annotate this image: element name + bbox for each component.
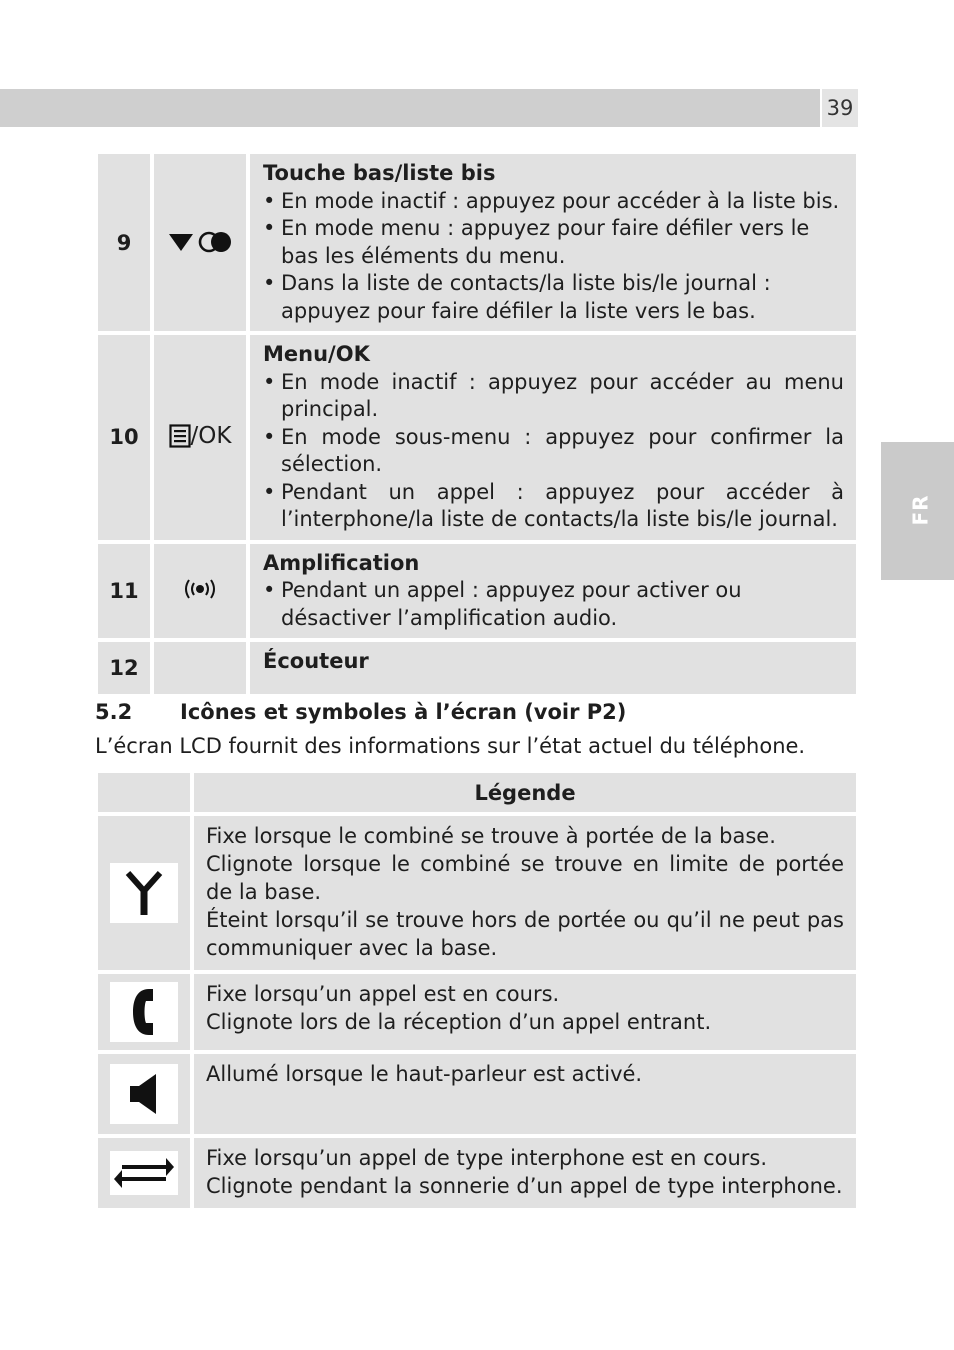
table-row [98,1138,856,1208]
antenna-icon [110,863,178,923]
legend-description [194,1054,856,1134]
table-row [98,816,856,970]
key-title: Menu/OK [263,342,370,366]
legend-line: Clignote lorsque le combiné se trouve en limite de portée de la base. [206,852,844,904]
key-icon-cell [154,642,246,694]
legend-icon-cell [98,1054,190,1134]
arrow-down-redial-icon [165,228,235,254]
legend-line: Clignote lors de la réception d’un appel entrant. [206,1010,712,1034]
key-bullet: • Pendant un appel : appuyez pour activer ou désactiver l’amplification audio. [263,577,844,632]
table-row [98,773,856,812]
key-number: 10 [98,335,150,540]
key-description [250,642,856,694]
legend-table [94,769,860,1212]
key-number: 12 [98,642,150,694]
keys-table [94,150,860,698]
key-bullet: • Dans la liste de contacts/la liste bis/le journal : appuyez pour faire défiler la liste vers le bas. [263,270,844,325]
key-description [250,544,856,639]
speaker-icon [110,1064,178,1124]
table-row [98,154,856,331]
legend-icon-cell [98,974,190,1050]
legend-line: Fixe lorsqu’un appel de type interphone est en cours. [206,1146,768,1170]
key-bullet: • En mode menu : appuyez pour faire défiler vers le bas les éléments du menu. [263,215,844,270]
legend-line: Allumé lorsque le haut-parleur est activé. [206,1062,643,1086]
legend-icon-cell [98,816,190,970]
legend-line: Fixe lorsque le combiné se trouve à portée de la base. [206,824,776,848]
key-bullet: • En mode inactif : appuyez pour accéder à la liste bis. [263,188,844,216]
section-heading [95,700,626,724]
key-number: 9 [98,154,150,331]
phone-handset-icon [110,982,178,1042]
section-intro: L’écran LCD fournit des informations sur l’état actuel du téléphone. [95,734,806,758]
key-description [250,335,856,540]
key-bullet: • En mode inactif : appuyez pour accéder au menu principal. [263,369,844,424]
key-title: Écouteur [263,649,369,673]
table-row [98,1054,856,1134]
language-tab [881,442,954,580]
key-description [250,154,856,331]
table-row [98,544,856,639]
language-tab-label: FR [908,494,933,526]
menu-ok-icon [169,423,232,449]
key-icon-cell [154,544,246,639]
legend-description [194,816,856,970]
amplification-icon [182,577,218,601]
legend-header: Légende [194,773,856,812]
legend-line: Éteint lorsqu’il se trouve hors de portée ou qu’il ne peut pas communiquer avec la base. [206,908,844,960]
key-icon-cell [154,335,246,540]
legend-header-empty [98,773,190,812]
table-row [98,642,856,694]
legend-description [194,974,856,1050]
page-number: 39 [822,89,858,127]
key-bullet: • En mode sous-menu : appuyez pour confirmer la sélection. [263,424,844,479]
legend-line: Fixe lorsqu’un appel est en cours. [206,982,560,1006]
key-title: Touche bas/liste bis [263,161,496,185]
section-number: 5.2 [95,700,133,724]
section-title: Icônes et symboles à l’écran (voir P2) [180,700,627,724]
intercom-icon [110,1151,178,1195]
key-number: 11 [98,544,150,639]
key-title: Amplification [263,550,420,575]
key-bullet: • Pendant un appel : appuyez pour accéder à l’interphone/la liste de contacts/la liste bis/le journal. [263,479,844,534]
key-icon-cell [154,154,246,331]
legend-line: Clignote pendant la sonnerie d’un appel de type interphone. [206,1174,843,1198]
legend-icon-cell [98,1138,190,1208]
table-row [98,974,856,1050]
legend-description [194,1138,856,1208]
header-bar [0,89,820,127]
table-row [98,335,856,540]
menu-ok-icon-text: /OK [190,422,232,449]
